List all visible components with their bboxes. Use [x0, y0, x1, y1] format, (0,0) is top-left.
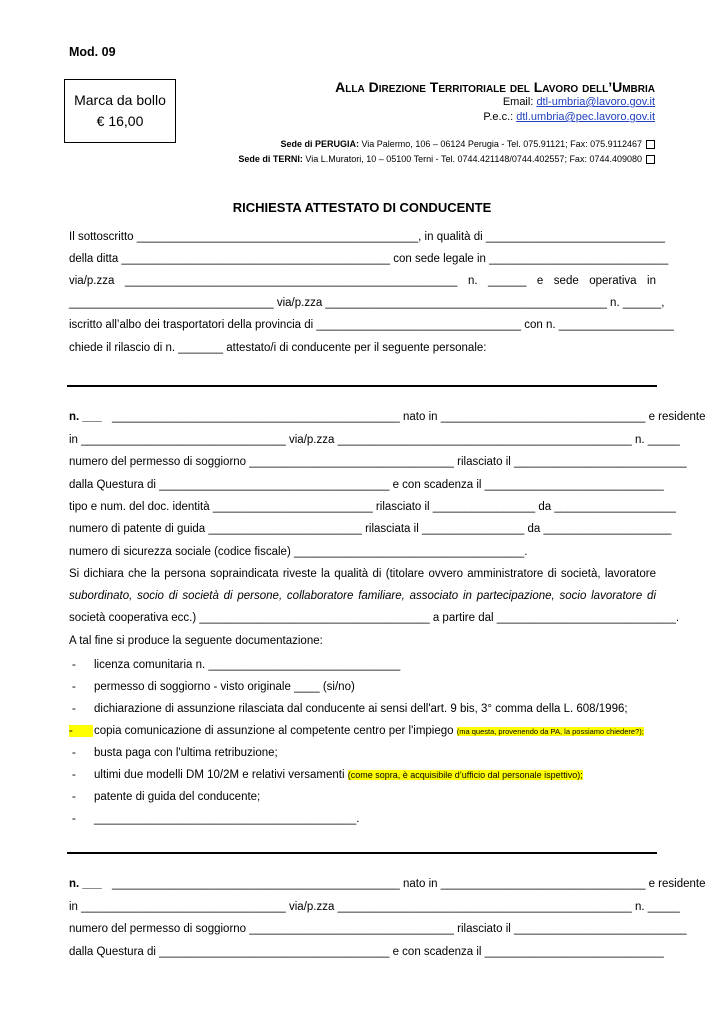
office-terni-label: Sede di TERNI: — [238, 154, 303, 164]
person-field-line[interactable]: dalla Questura di ____________________________________ e con scadenza il ____________________________ — [69, 946, 664, 958]
email-line — [503, 96, 655, 108]
section-divider — [67, 385, 657, 387]
document-item: dichiarazione di assunzione rilasciata dal conducente ai sensi dell'art. 9 bis, 3° comma della L. 608/1996; — [94, 703, 628, 715]
person-field-line[interactable]: dalla Questura di ____________________________________ e con scadenza il ____________________________ — [69, 479, 664, 491]
pec-line — [483, 111, 655, 123]
bullet: - — [72, 769, 76, 781]
intro-line[interactable]: della ditta __________________________________________ con sede legale in ____________________________ — [69, 253, 669, 265]
person-name-line[interactable]: _____________________________________________ nato in ________________________________ e residente — [112, 878, 706, 890]
document-item — [94, 725, 644, 737]
pec-label: P.e.c.: — [483, 111, 517, 123]
document-item[interactable]: _________________________________________. — [94, 813, 360, 825]
office-terni-address: Via L.Muratori, 10 – 05100 Terni - Tel. 0744.421148/0744.402557; Fax: 0744.409080 — [302, 154, 642, 164]
document-note: (come sopra, è acquisibile d’ufficio dal personale ispettivo); — [347, 770, 583, 780]
document-item[interactable]: licenza comunitaria n. ______________________________ — [94, 659, 401, 671]
person-name-line[interactable]: _____________________________________________ nato in ________________________________ e residente — [112, 411, 706, 423]
email-label: Email: — [502, 96, 537, 108]
person-field-line[interactable]: numero di patente di guida ________________________ rilasciata il ________________ da ____________________ — [69, 523, 672, 535]
document-item[interactable]: permesso di soggiorno - visto originale ____ (si/no) — [94, 681, 355, 693]
person-field-line[interactable]: in ________________________________ via/p.zza ______________________________________________ n. _____ — [69, 434, 680, 446]
qualifica-line[interactable]: società cooperativa ecc.) ____________________________________ a partire dal ____________________________. — [69, 612, 680, 624]
form-code: Mod. 09 — [69, 45, 116, 59]
office-perugia — [280, 139, 655, 149]
person-field-line[interactable]: in ________________________________ via/p.zza ______________________________________________ n. _____ — [69, 901, 680, 913]
office-perugia-label: Sede di PERUGIA: — [280, 139, 359, 149]
document-item: patente di guida del conducente; — [94, 791, 261, 803]
bullet: - — [72, 813, 76, 825]
bullet: - — [72, 659, 76, 671]
stamp-amount: € 16,00 — [96, 113, 144, 129]
checkbox-terni[interactable] — [646, 155, 655, 164]
form-title: RICHIESTA ATTESTATO DI CONDUCENTE — [232, 200, 492, 215]
person-field-line[interactable]: numero del permesso di soggiorno ________________________________ rilasciato il ___________________________ — [69, 923, 687, 935]
bullet-highlighted: - — [69, 725, 93, 737]
qualifica-line: Si dichiara che la persona sopraindicata riveste la qualità di (titolare ovvero amministratore di società, lavoratore — [69, 568, 656, 580]
revenue-stamp-box — [64, 79, 176, 143]
person-field-line[interactable]: numero di sicurezza sociale (codice fiscale) ____________________________________. — [69, 546, 528, 558]
office-terni — [238, 154, 655, 164]
document-item — [94, 769, 583, 781]
stamp-label: Marca da bollo — [74, 92, 166, 108]
intro-line[interactable]: iscritto all’albo dei trasportatori della provincia di ________________________________ con n. __________________ — [69, 319, 674, 331]
person-field-line[interactable]: tipo e num. del doc. identità _________________________ rilasciato il ________________ da ___________________ — [69, 501, 676, 513]
person-number[interactable]: n. ___ — [69, 411, 102, 423]
document-text: copia comunicazione di assunzione al competente centro per l'impiego — [94, 725, 457, 737]
checkbox-perugia[interactable] — [646, 140, 655, 149]
person-field-line[interactable]: numero del permesso di soggiorno ________________________________ rilasciato il ___________________________ — [69, 456, 687, 468]
bullet: - — [72, 681, 76, 693]
person-number[interactable]: n. ___ — [69, 878, 102, 890]
intro-line[interactable]: via/p.zza ____________________________________________________ n. ______ e sede operativa in — [69, 275, 656, 287]
bullet: - — [72, 747, 76, 759]
document-text: ultimi due modelli DM 10/2M e relativi versamenti — [94, 769, 348, 781]
pec-link[interactable]: dtl.umbria@pec.lavoro.gov.it — [516, 111, 655, 123]
documents-intro: A tal fine si produce la seguente documentazione: — [69, 635, 323, 647]
section-divider — [67, 852, 657, 854]
intro-line[interactable]: ________________________________ via/p.zza ____________________________________________ n. ______, — [69, 297, 665, 309]
bullet: - — [72, 703, 76, 715]
office-perugia-address: Via Palermo, 106 – 06124 Perugia - Tel. 075.91121; Fax: 075.9112467 — [358, 139, 642, 149]
document-note: (ma questa, provenendo da PA, la possiamo chiedere?); — [456, 727, 644, 736]
qualifica-line: subordinato, socio di società di persone, collaboratore familiare, associato in partecipazione, socio lavoratore di — [69, 590, 656, 602]
intro-line[interactable]: chiede il rilascio di n. _______ attestato/i di conducente per il seguente personale: — [69, 342, 487, 354]
recipient-heading: Alla Direzione Territoriale del Lavoro dell’Umbria — [335, 79, 655, 95]
document-item: busta paga con l'ultima retribuzione; — [94, 747, 278, 759]
email-link[interactable]: dtl-umbria@lavoro.gov.it — [536, 96, 655, 108]
intro-line[interactable]: Il sottoscritto ____________________________________________, in qualità di ____________________________ — [69, 231, 666, 243]
bullet: - — [72, 791, 76, 803]
